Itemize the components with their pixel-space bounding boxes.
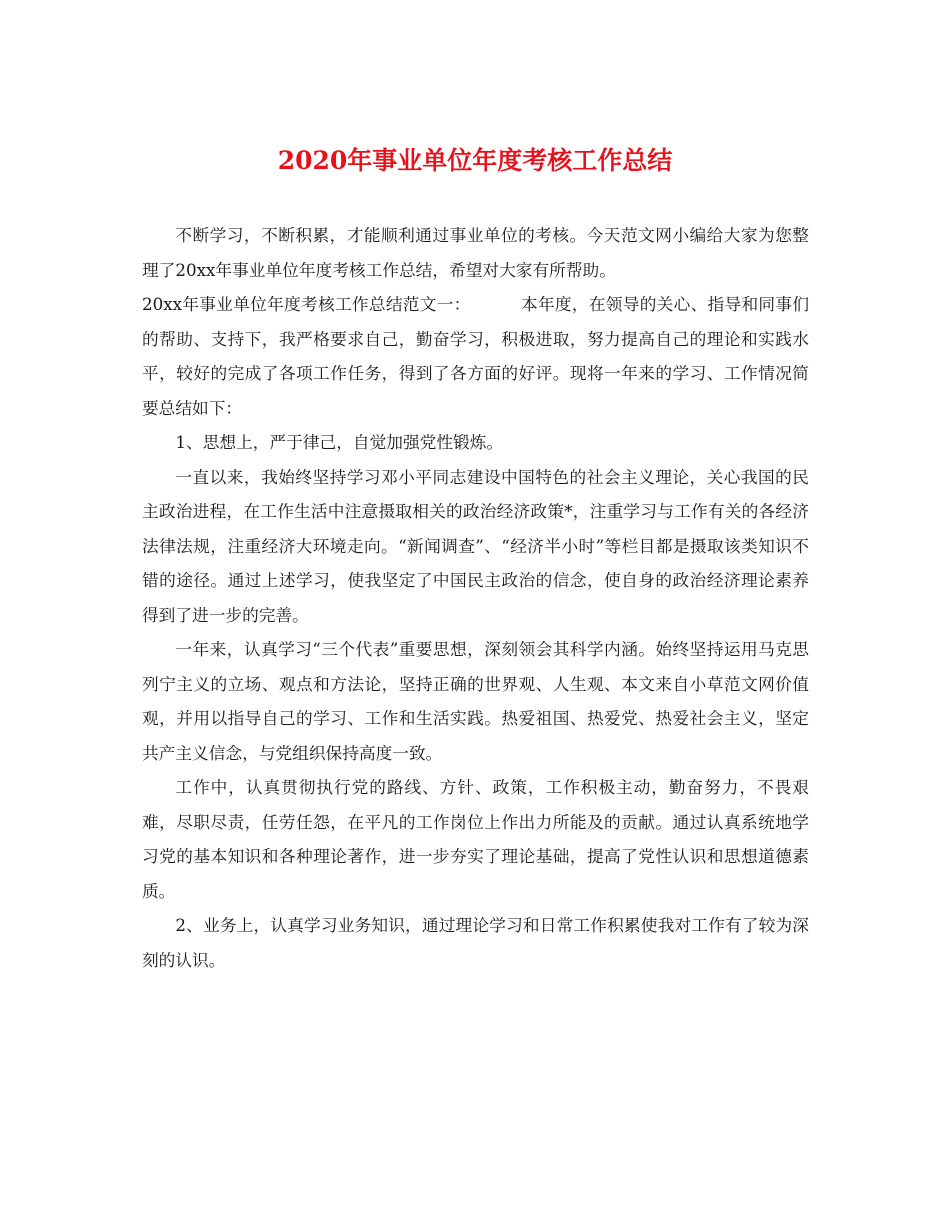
- paragraph-summary-text: 本年度，在领导的关心、指导和同事们的帮助、支持下，我严格要求自己，勤奋学习，积极进取，努力提高自己的理论和实践水平，较好的完成了各项工作任务，得到了各方面的好评。现将一年来的学习、工作情况简要总结如下：: [142, 294, 810, 418]
- paragraph-work: 工作中，认真贯彻执行党的路线、方针、政策，工作积极主动，勤奋努力，不畏艰难，尽职尽责，任劳任怨，在平凡的工作岗位上作出力所能及的贡献。通过认真系统地学习党的基本知识和各种理论著作，进一步夯实了理论基础，提高了党性认识和思想道德素质。: [142, 777, 809, 901]
- paragraph-summary: [142, 287, 809, 425]
- paragraph-intro: 不断学习，不断积累，才能顺利通过事业单位的考核。今天范文网小编给大家为您整理了20xx年事业单位年度考核工作总结，希望对大家有所帮助。: [142, 225, 809, 280]
- paragraph-three-represents: 一年来，认真学习“三个代表”重要思想，深刻领会其科学内涵。始终坚持运用马克思列宁主义的立场、观点和方法论，坚持正确的世界观、人生观、本文来自小草范文网价值观，并用以指导自己的学习、工作和生活实践。热爱祖国、热爱党、热爱社会主义，坚定共产主义信念，与党组织保持高度一致。: [142, 639, 809, 763]
- paragraph-point-2: 2、业务上，认真学习业务知识，通过理论学习和日常工作积累使我对工作有了较为深刻的认识。: [142, 915, 809, 970]
- paragraph-point-1: 1、思想上，严于律己，自觉加强党性锻炼。: [175, 432, 504, 452]
- section-heading: 20xx年事业单位年度考核工作总结范文一：: [142, 294, 471, 314]
- document-body: [142, 218, 809, 977]
- paragraph-theory: 一直以来，我始终坚持学习邓小平同志建设中国特色的社会主义理论，关心我国的民主政治进程，在工作生活中注意摄取相关的政治经济政策*，注重学习与工作有关的各经济法律法规，注重经济大环境走向。“新闻调查”、“经济半小时”等栏目都是摄取该类知识不错的途径。通过上述学习，使我坚定了中国民主政治的信念，使自身的政治经济理论素养得到了进一步的完善。: [142, 466, 809, 625]
- document-title: 2020年事业单位年度考核工作总结: [277, 146, 673, 175]
